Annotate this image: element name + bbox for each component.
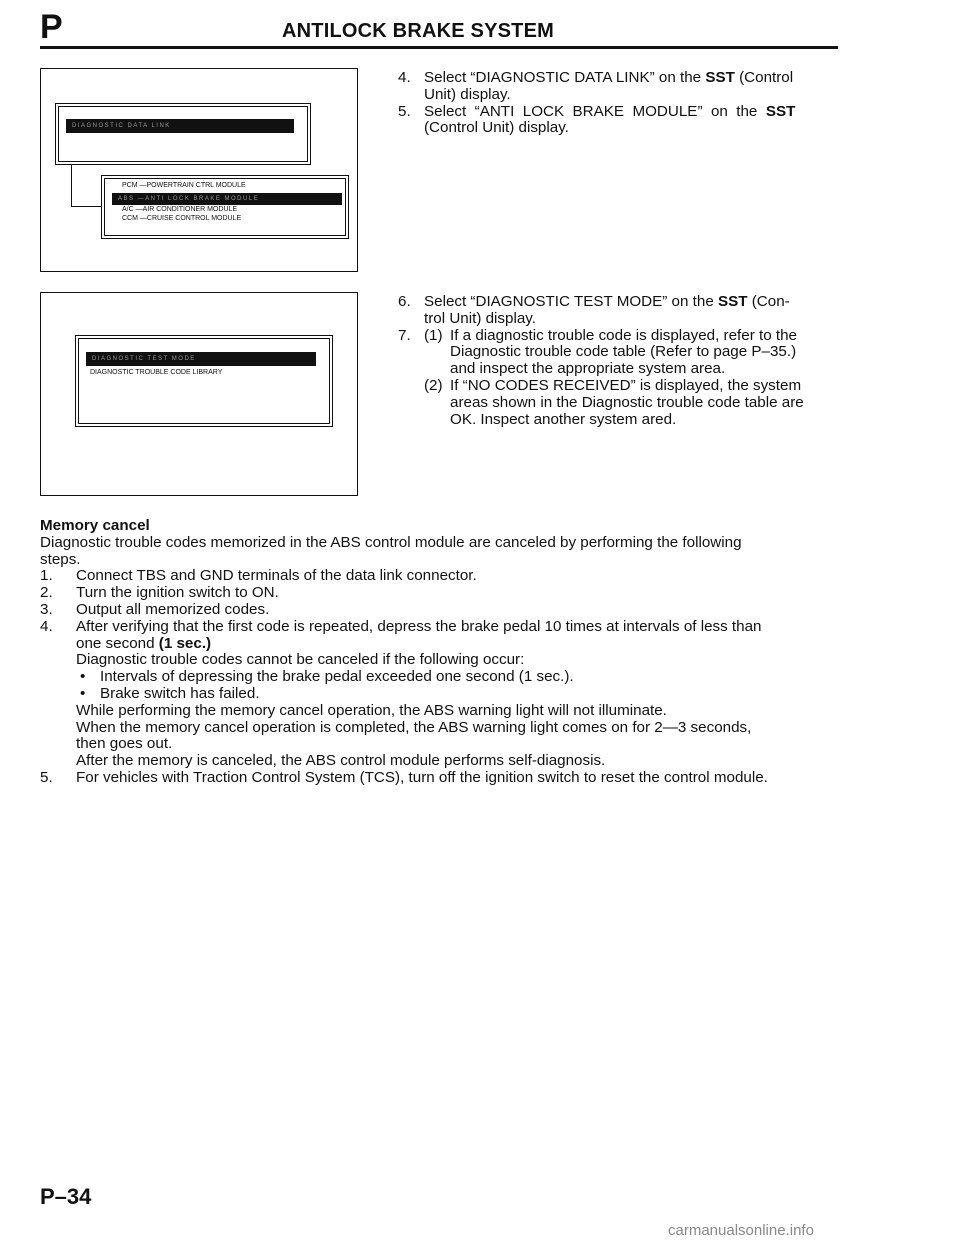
sub-step-number: (1): [424, 326, 443, 344]
bullet-item: [40, 686, 848, 703]
item-text: Connect TBS and GND terminals of the data link connector.: [76, 567, 477, 585]
section-letter: P: [40, 8, 63, 46]
bullet-icon: •: [80, 668, 86, 686]
list-item: [40, 568, 848, 585]
step-text: Diagnostic trouble code table (Refer to page P–35.): [450, 343, 797, 361]
item-text: After the memory is canceled, the ABS control module performs self-diagnosis.: [76, 752, 606, 770]
connector-line: [71, 206, 101, 207]
tester-screen-test-mode: [75, 335, 333, 427]
step-5: [398, 104, 843, 138]
item-text: Turn the ignition switch to ON.: [76, 584, 279, 602]
highlighted-menu-item: DIAGNOSTIC DATA LINK: [66, 119, 294, 133]
tester-screen-module-list: [101, 175, 349, 239]
step-number: 7.: [398, 326, 411, 344]
emphasis-text: (1 sec.): [158, 634, 212, 652]
bullet-item: [40, 669, 848, 686]
step-4: [398, 70, 843, 104]
step-7-part-2: [424, 378, 843, 428]
figure-test-mode-screen: [40, 292, 358, 496]
bullet-icon: •: [80, 684, 86, 702]
menu-item: DIAGNOSTIC TROUBLE CODE LIBRARY: [90, 369, 223, 376]
bullet-text: Brake switch has failed.: [100, 684, 260, 702]
step-text: (Control: [734, 69, 794, 86]
step-text: Select “DIAGNOSTIC DATA LINK” on the: [424, 69, 706, 86]
step-text: Select “ANTI LOCK BRAKE MODULE” on the: [424, 102, 766, 120]
step-6: [398, 294, 843, 328]
step-number: 5.: [398, 102, 411, 120]
item-number: 2.: [40, 584, 53, 602]
connector-line: [71, 165, 72, 207]
list-item: [40, 585, 848, 602]
step-7-part-1: [424, 328, 843, 378]
item-number: 4.: [40, 617, 53, 635]
item-text: For vehicles with Traction Control System (TCS), turn off the ignition switch to reset the control module.: [76, 768, 768, 786]
sst-label: SST: [717, 293, 748, 310]
step-text: areas shown in the Diagnostic trouble code table are: [450, 393, 804, 411]
bullet-text: Intervals of depressing the brake pedal exceeded one second (1 sec.).: [100, 668, 574, 686]
sst-label: SST: [705, 69, 735, 86]
item-continuation: [40, 703, 848, 770]
step-text: OK. Inspect another system ared.: [450, 410, 677, 428]
watermark: carmanualsonline.info: [668, 1222, 814, 1239]
step-text: trol Unit) display.: [424, 309, 536, 327]
item-number: 5.: [40, 768, 53, 786]
item-text: Output all memorized codes.: [76, 600, 270, 618]
step-text: and inspect the appropriate system area.: [450, 360, 726, 378]
item-number: 1.: [40, 567, 53, 585]
item-text: then goes out.: [76, 735, 173, 753]
sst-label: SST: [765, 102, 796, 120]
step-text: (Con-: [747, 293, 790, 310]
sub-step-number: (2): [424, 376, 443, 394]
step-7: [398, 328, 843, 429]
item-text: one second: [76, 634, 159, 652]
highlighted-menu-item: ABS —ANTI LOCK BRAKE MODULE: [112, 193, 342, 205]
step-number: 4.: [398, 69, 411, 86]
step-number: 6.: [398, 293, 411, 310]
item-number: 3.: [40, 600, 53, 618]
list-item: [40, 770, 848, 787]
step-text: Unit) display.: [424, 85, 511, 103]
steps-6-7: [398, 294, 843, 428]
item-text: When the memory cancel operation is completed, the ABS warning light comes on for 2—3 seconds,: [76, 718, 752, 736]
tester-screen-main: [55, 103, 311, 165]
item-text: Diagnostic trouble codes cannot be canceled if the following occur:: [76, 651, 525, 669]
highlighted-menu-item: DIAGNOSTIC TEST MODE: [86, 352, 316, 366]
header-rule: [40, 46, 838, 49]
steps-4-5: [398, 70, 843, 137]
memory-cancel-section: [40, 518, 848, 787]
step-text: If “NO CODES RECEIVED” is displayed, the system: [450, 376, 802, 394]
menu-item: A/C —AIR CONDITIONER MODULE: [122, 206, 238, 213]
step-text: Select “DIAGNOSTIC TEST MODE” on the: [424, 293, 718, 310]
item-text: After verifying that the first code is repeated, depress the brake pedal 10 times at intervals of less than: [76, 617, 762, 635]
paragraph-text: steps.: [40, 550, 81, 568]
section-heading: Memory cancel: [40, 517, 150, 534]
page-number: P–34: [40, 1184, 92, 1209]
step-text: If a diagnostic trouble code is displayed, refer to the: [450, 326, 797, 344]
step-text: (Control Unit) display.: [424, 119, 569, 137]
paragraph-text: Diagnostic trouble codes memorized in the ABS control module are canceled by performing the following: [40, 533, 742, 551]
list-item: [40, 619, 848, 669]
list-item: [40, 602, 848, 619]
menu-item: CCM —CRUISE CONTROL MODULE: [122, 215, 242, 222]
figure-data-link-screen: [40, 68, 358, 272]
item-text: While performing the memory cancel operation, the ABS warning light will not illuminate.: [76, 701, 667, 719]
page-title: ANTILOCK BRAKE SYSTEM: [282, 20, 554, 42]
menu-item: PCM —POWERTRAIN CTRL MODULE: [122, 182, 246, 189]
